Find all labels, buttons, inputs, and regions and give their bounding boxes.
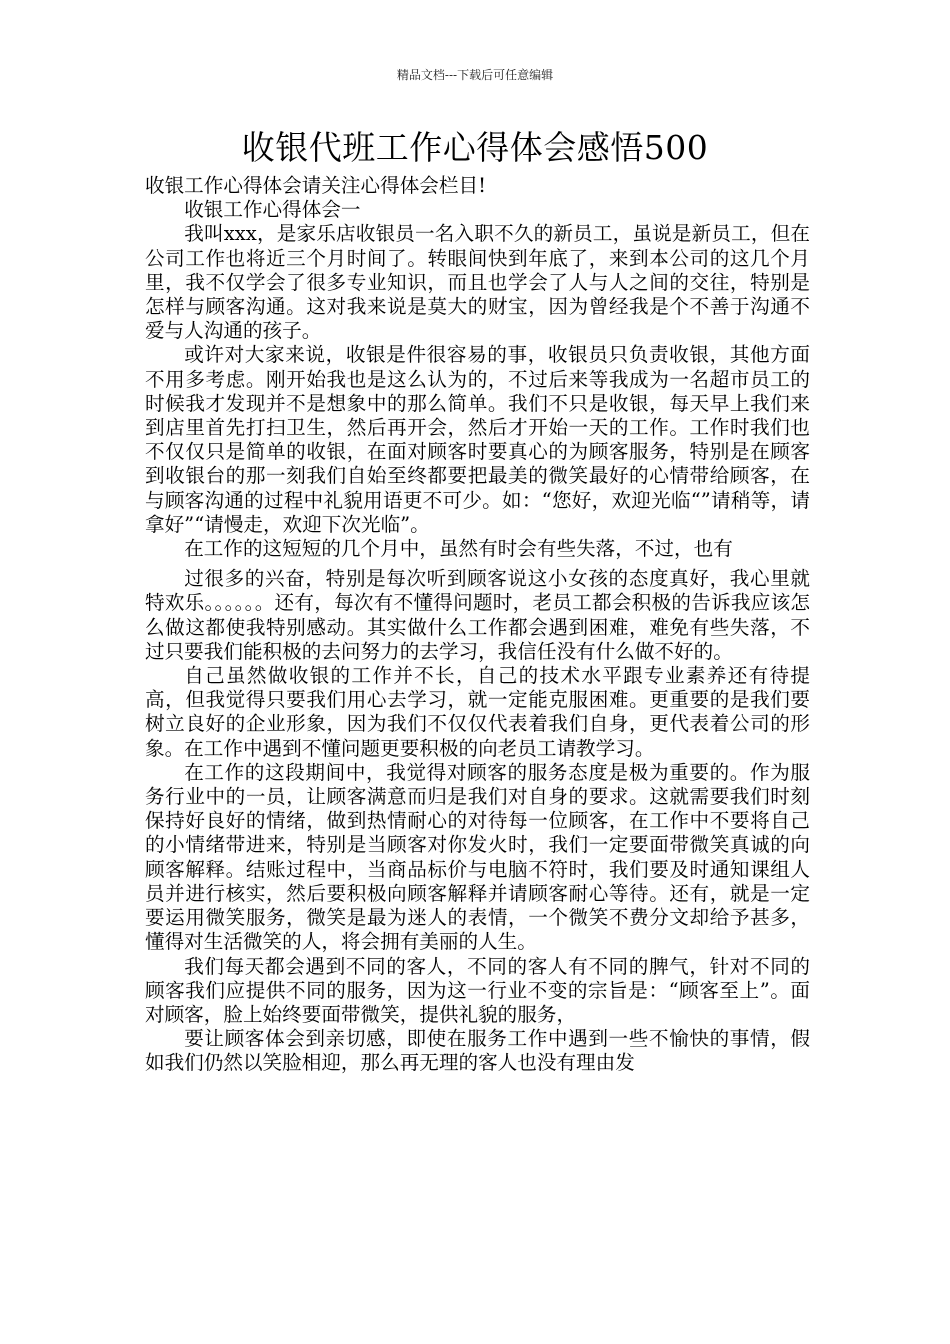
body-paragraph: 自己虽然做收银的工作并不长，自己的技术水平跟专业素养还有待提高，但我觉得只要我们用心去学习，就一定能克服困难。更重要的是我们要树立良好的企业形象，因为我们不仅仅代表着我们自身，更代表着公司的形象。在工作中遇到不懂问题更要积极的向老员工请教学习。 — [145, 664, 810, 760]
document-title: 收银代班工作心得体会感悟500 — [241, 128, 709, 167]
body-paragraph: 我们每天都会遇到不同的客人，不同的客人有不同的脾气，针对不同的顾客我们应提供不同的服务，因为这一行业不变的宗旨是：“顾客至上”。面对顾客，脸上始终要面带微笑，提供礼貌的服务， — [145, 954, 810, 1026]
body-paragraph: 我叫xxx，是家乐店收银员一名入职不久的新员工，虽说是新员工，但在公司工作也将近三个月时间了。转眼间快到年底了，来到本公司的这几个月里，我不仅学会了很多专业知识，而且也学会了人与人之间的交往，特别是怎样与顾客沟通。这对我来说是莫大的财宝，因为曾经我是个不善于沟通不爱与人沟通的孩子。 — [145, 222, 810, 343]
header-note: 精品文档---下载后可任意编辑 — [396, 68, 554, 82]
body-paragraph: 或许对大家来说，收银是件很容易的事，收银员只负责收银，其他方面不用多考虑。刚开始我也是这么认为的，不过后来等我成为一名超市员工的时候我才发现并不是想象中的那么简单。我们不只是收银，每天早上我们来到店里首先打扫卫生，然后再开会，然后才开始一天的工作。工作时我们也不仅仅只是简单的收银，在面对顾客时要真心的为顾客服务，特别是在顾客到收银台的那一刻我们自始至终都要把最美的微笑最好的心情带给顾客，在与顾客沟通的过程中礼貌用语更不可少。如：“您好，欢迎光临“”请稍等，请拿好”“请慢走，欢迎下次光临”。 — [145, 343, 810, 536]
body-paragraph: 在工作的这段期间中，我觉得对顾客的服务态度是极为重要的。作为服务行业中的一员，让顾客满意而归是我们对自身的要求。这就需要我们时刻保持好良好的情绪，做到热情耐心的对待每一位顾客，在工作中不要将自己的小情绪带进来，特别是当顾客对你发火时，我们一定要面带微笑真诚的向顾客解释。结账过程中，当商品标价与电脑不符时，我们要及时通知课组人员并进行核实，然后要积极向顾客解释并请顾客耐心等待。还有，就是一定要运用微笑服务，微笑是最为迷人的表情，一个微笑不费分文却给予甚多，懂得对生活微笑的人，将会拥有美丽的人生。 — [145, 760, 810, 954]
body-paragraph: 要让顾客体会到亲切感，即使在服务工作中遇到一些不愉快的事情，假如我们仍然以笑脸相迎，那么再无理的客人也没有理由发 — [145, 1027, 810, 1075]
body-paragraph: 在工作的这短短的几个月中，虽然有时会有些失落，不过，也有 — [184, 537, 733, 561]
intro-line: 收银工作心得体会请关注心得体会栏目! — [145, 174, 486, 197]
document-body — [145, 174, 810, 1076]
section-heading: 收银工作心得体会一 — [184, 198, 361, 222]
body-paragraph: 过很多的兴奋，特别是每次听到顾客说这小女孩的态度真好，我心里就特欢乐。。。。。。还有，每次有不懂得问题时，老员工都会积极的告诉我应该怎么做这都使我特别感动。其实做什么工作都会遇到困难，难免有些失落，不过只要我们能积极的去问努力的去学习，我信任没有什么做不好的。 — [145, 567, 810, 663]
